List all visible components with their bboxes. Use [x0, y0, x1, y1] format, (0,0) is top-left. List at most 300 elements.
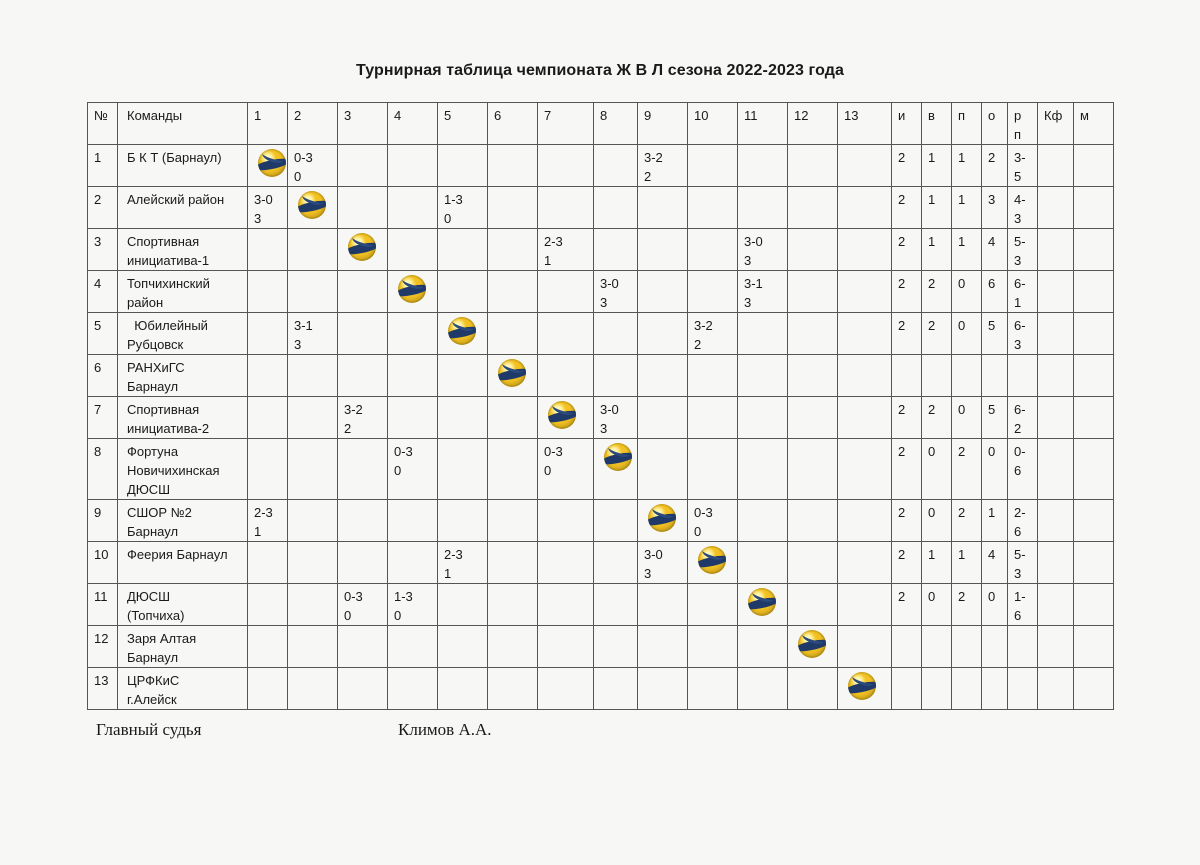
result-cell: [594, 668, 638, 710]
stat-cell: [1074, 271, 1114, 313]
stat-cell: 2: [892, 542, 922, 584]
result-cell: 3-1 3: [738, 271, 788, 313]
stat-cell: 1: [922, 187, 952, 229]
stat-cell: [952, 626, 982, 668]
result-cell: [738, 187, 788, 229]
result-cell: [738, 355, 788, 397]
result-cell: [248, 584, 288, 626]
stat-cell: [1038, 542, 1074, 584]
result-cell: 2-3 1: [538, 229, 594, 271]
result-cell: 3-0 3: [638, 542, 688, 584]
diagonal-cell: [288, 187, 338, 229]
result-cell: [838, 355, 892, 397]
result-cell: [788, 439, 838, 500]
result-cell: [338, 542, 388, 584]
team-name: Б К Т (Барнаул): [118, 145, 248, 187]
stat-cell: 4: [982, 542, 1008, 584]
stat-cell: [1074, 584, 1114, 626]
row-number: 5: [88, 313, 118, 355]
result-cell: [388, 355, 438, 397]
result-cell: [248, 668, 288, 710]
stat-cell: [1038, 584, 1074, 626]
result-cell: [838, 271, 892, 313]
result-cell: [688, 626, 738, 668]
result-cell: [838, 397, 892, 439]
result-cell: [594, 355, 638, 397]
stat-cell: 1- 6: [1008, 584, 1038, 626]
volleyball-icon: [748, 588, 776, 616]
result-cell: [538, 271, 594, 313]
volleyball-icon: [848, 672, 876, 700]
result-cell: [488, 397, 538, 439]
result-cell: [488, 229, 538, 271]
result-cell: [594, 313, 638, 355]
stat-cell: 2: [892, 313, 922, 355]
table-row: [88, 271, 1114, 313]
result-cell: 3-2 2: [338, 397, 388, 439]
column-header: о: [982, 103, 1008, 145]
result-cell: [438, 397, 488, 439]
result-cell: 3-1 3: [288, 313, 338, 355]
team-name: Фортуна Новичихинская ДЮСШ: [118, 439, 248, 500]
stat-cell: 2: [892, 187, 922, 229]
result-cell: [248, 313, 288, 355]
column-header: в: [922, 103, 952, 145]
result-cell: [248, 271, 288, 313]
result-cell: [488, 145, 538, 187]
result-cell: [488, 542, 538, 584]
result-cell: [838, 145, 892, 187]
result-cell: [594, 229, 638, 271]
result-cell: [288, 542, 338, 584]
stat-cell: 2: [922, 271, 952, 313]
stat-cell: 2: [892, 397, 922, 439]
result-cell: [788, 584, 838, 626]
stat-cell: 1: [952, 145, 982, 187]
page-title: Турнирная таблица чемпионата Ж В Л сезона 2022-2023 года: [355, 62, 844, 79]
diagonal-cell: [438, 313, 488, 355]
stat-cell: [1074, 145, 1114, 187]
stat-cell: 1: [952, 229, 982, 271]
volleyball-icon: [548, 401, 576, 429]
result-cell: [338, 668, 388, 710]
stat-cell: 6- 3: [1008, 313, 1038, 355]
result-cell: [338, 313, 388, 355]
stat-cell: [1008, 668, 1038, 710]
result-cell: [594, 626, 638, 668]
result-cell: [788, 500, 838, 542]
result-cell: [688, 439, 738, 500]
team-name: Топчихинский район: [118, 271, 248, 313]
stat-cell: [952, 668, 982, 710]
result-cell: [788, 313, 838, 355]
column-header: Команды: [118, 103, 248, 145]
diagonal-cell: [538, 397, 594, 439]
result-cell: [838, 626, 892, 668]
stat-cell: [1038, 313, 1074, 355]
team-name: ДЮСШ (Топчиха): [118, 584, 248, 626]
row-number: 4: [88, 271, 118, 313]
result-cell: [788, 668, 838, 710]
diagonal-cell: [638, 500, 688, 542]
column-header: 1: [248, 103, 288, 145]
column-header: м: [1074, 103, 1114, 145]
stat-cell: 2: [952, 439, 982, 500]
stat-cell: 5- 3: [1008, 542, 1038, 584]
result-cell: [338, 500, 388, 542]
volleyball-icon: [348, 233, 376, 261]
stat-cell: 2: [892, 439, 922, 500]
diagonal-cell: [788, 626, 838, 668]
result-cell: [388, 145, 438, 187]
result-cell: [594, 187, 638, 229]
result-cell: [594, 584, 638, 626]
result-cell: [488, 313, 538, 355]
result-cell: 3-0 3: [594, 271, 638, 313]
stat-cell: [1074, 229, 1114, 271]
stat-cell: 2: [892, 271, 922, 313]
stat-cell: 3: [982, 187, 1008, 229]
volleyball-icon: [648, 504, 676, 532]
result-cell: [638, 355, 688, 397]
stat-cell: 0: [982, 439, 1008, 500]
volleyball-icon: [448, 317, 476, 345]
result-cell: [388, 229, 438, 271]
stat-cell: [922, 355, 952, 397]
result-cell: [788, 542, 838, 584]
column-header: 12: [788, 103, 838, 145]
result-cell: [638, 229, 688, 271]
result-cell: [438, 439, 488, 500]
stat-cell: [892, 355, 922, 397]
volleyball-icon: [298, 191, 326, 219]
stat-cell: [1038, 397, 1074, 439]
result-cell: [594, 500, 638, 542]
stat-cell: [1074, 397, 1114, 439]
result-cell: [688, 229, 738, 271]
stat-cell: [1038, 439, 1074, 500]
result-cell: [338, 187, 388, 229]
result-cell: [788, 145, 838, 187]
column-header: п: [952, 103, 982, 145]
result-cell: 3-0 3: [738, 229, 788, 271]
column-header: 13: [838, 103, 892, 145]
stat-cell: [1038, 500, 1074, 542]
stat-cell: [1038, 271, 1074, 313]
result-cell: [738, 668, 788, 710]
table-row: [88, 500, 1114, 542]
result-cell: [488, 668, 538, 710]
result-cell: [388, 397, 438, 439]
result-cell: [488, 439, 538, 500]
result-cell: 3-0 3: [594, 397, 638, 439]
volleyball-icon: [258, 149, 286, 177]
result-cell: [594, 542, 638, 584]
result-cell: [738, 626, 788, 668]
result-cell: [488, 584, 538, 626]
result-cell: [838, 584, 892, 626]
stat-cell: [1074, 355, 1114, 397]
standings-table: [87, 102, 1114, 710]
table-row: [88, 229, 1114, 271]
result-cell: [788, 187, 838, 229]
table-row: [88, 439, 1114, 500]
stat-cell: [922, 626, 952, 668]
result-cell: [438, 626, 488, 668]
result-cell: [688, 584, 738, 626]
result-cell: [738, 500, 788, 542]
result-cell: [288, 271, 338, 313]
stat-cell: [982, 355, 1008, 397]
result-cell: 3-2 2: [688, 313, 738, 355]
column-header: 2: [288, 103, 338, 145]
result-cell: [638, 313, 688, 355]
result-cell: [288, 397, 338, 439]
stat-cell: 1: [952, 187, 982, 229]
table-row: [88, 542, 1114, 584]
result-cell: 0-3 0: [338, 584, 388, 626]
result-cell: [838, 313, 892, 355]
column-header: р п: [1008, 103, 1038, 145]
result-cell: [438, 271, 488, 313]
team-name: СШОР №2 Барнаул: [118, 500, 248, 542]
stat-cell: 0: [922, 584, 952, 626]
result-cell: [438, 229, 488, 271]
table-row: [88, 668, 1114, 710]
result-cell: [538, 145, 594, 187]
result-cell: [838, 500, 892, 542]
result-cell: [788, 355, 838, 397]
result-cell: [388, 500, 438, 542]
result-cell: [488, 500, 538, 542]
stat-cell: 2: [952, 584, 982, 626]
result-cell: 1-3 0: [438, 187, 488, 229]
result-cell: [488, 187, 538, 229]
stat-cell: 6- 1: [1008, 271, 1038, 313]
stat-cell: 0: [922, 500, 952, 542]
row-number: 8: [88, 439, 118, 500]
diagonal-cell: [488, 355, 538, 397]
result-cell: [638, 626, 688, 668]
row-number: 1: [88, 145, 118, 187]
result-cell: [638, 584, 688, 626]
result-cell: [388, 626, 438, 668]
judge-name: Климов А.А.: [398, 720, 492, 739]
result-cell: [738, 313, 788, 355]
result-cell: [838, 439, 892, 500]
stat-cell: [922, 668, 952, 710]
diagonal-cell: [388, 271, 438, 313]
column-header: Кф: [1038, 103, 1074, 145]
result-cell: [248, 397, 288, 439]
result-cell: [788, 271, 838, 313]
result-cell: 3-2 2: [638, 145, 688, 187]
diagonal-cell: [838, 668, 892, 710]
stat-cell: [1074, 313, 1114, 355]
result-cell: [338, 145, 388, 187]
result-cell: [638, 397, 688, 439]
result-cell: [688, 271, 738, 313]
stat-cell: 2: [892, 584, 922, 626]
team-name: Заря Алтая Барнаул: [118, 626, 248, 668]
result-cell: [638, 187, 688, 229]
result-cell: [538, 355, 594, 397]
stat-cell: [1038, 187, 1074, 229]
stat-cell: [1074, 187, 1114, 229]
result-cell: [288, 668, 338, 710]
row-number: 3: [88, 229, 118, 271]
result-cell: [288, 355, 338, 397]
result-cell: [594, 145, 638, 187]
result-cell: [638, 271, 688, 313]
diagonal-cell: [688, 542, 738, 584]
result-cell: [438, 668, 488, 710]
stat-cell: [952, 355, 982, 397]
stat-cell: [1038, 229, 1074, 271]
result-cell: [288, 229, 338, 271]
team-name: Алейский район: [118, 187, 248, 229]
stat-cell: [1038, 145, 1074, 187]
table-row: [88, 145, 1114, 187]
stat-cell: [1008, 626, 1038, 668]
stat-cell: [1074, 668, 1114, 710]
table-row: [88, 397, 1114, 439]
result-cell: [438, 500, 488, 542]
result-cell: [248, 439, 288, 500]
result-cell: [338, 626, 388, 668]
team-name: ЦРФКиС г.Алейск: [118, 668, 248, 710]
diagonal-cell: [738, 584, 788, 626]
volleyball-icon: [498, 359, 526, 387]
judge-label: Главный судья: [96, 720, 202, 739]
result-cell: [248, 542, 288, 584]
stat-cell: 2: [892, 229, 922, 271]
result-cell: 3-0 3: [248, 187, 288, 229]
stat-cell: 2: [922, 397, 952, 439]
diagonal-cell: [338, 229, 388, 271]
result-cell: [388, 187, 438, 229]
team-name: Спортивная инициатива-1: [118, 229, 248, 271]
result-cell: [338, 355, 388, 397]
column-header: 3: [338, 103, 388, 145]
result-cell: [438, 145, 488, 187]
volleyball-icon: [398, 275, 426, 303]
result-cell: [688, 187, 738, 229]
result-cell: [638, 668, 688, 710]
team-name: Юбилейный Рубцовск: [118, 313, 248, 355]
stat-cell: 2: [952, 500, 982, 542]
result-cell: [338, 271, 388, 313]
result-cell: 0-3 0: [388, 439, 438, 500]
result-cell: [688, 397, 738, 439]
column-header: и: [892, 103, 922, 145]
column-header: 11: [738, 103, 788, 145]
stat-cell: [1074, 439, 1114, 500]
result-cell: [488, 271, 538, 313]
result-cell: 1-3 0: [388, 584, 438, 626]
result-cell: [538, 187, 594, 229]
result-cell: [288, 439, 338, 500]
stat-cell: 2: [982, 145, 1008, 187]
result-cell: [248, 626, 288, 668]
result-cell: [248, 229, 288, 271]
result-cell: [738, 145, 788, 187]
stat-cell: 1: [982, 500, 1008, 542]
result-cell: [438, 355, 488, 397]
stat-cell: 0: [982, 584, 1008, 626]
result-cell: [288, 500, 338, 542]
column-header: 6: [488, 103, 538, 145]
table-row: [88, 584, 1114, 626]
stat-cell: [1074, 500, 1114, 542]
table-row: [88, 626, 1114, 668]
stat-cell: [1038, 626, 1074, 668]
table-row: [88, 313, 1114, 355]
result-cell: [538, 668, 594, 710]
team-name: Феерия Барнаул: [118, 542, 248, 584]
row-number: 10: [88, 542, 118, 584]
column-header: 10: [688, 103, 738, 145]
result-cell: [688, 355, 738, 397]
row-number: 2: [88, 187, 118, 229]
result-cell: 2-3 1: [438, 542, 488, 584]
stat-cell: 0: [922, 439, 952, 500]
stat-cell: [1038, 668, 1074, 710]
column-header: №: [88, 103, 118, 145]
result-cell: [638, 439, 688, 500]
result-cell: 2-3 1: [248, 500, 288, 542]
column-header: 5: [438, 103, 488, 145]
result-cell: [388, 542, 438, 584]
result-cell: [538, 626, 594, 668]
result-cell: [248, 355, 288, 397]
stat-cell: [982, 668, 1008, 710]
volleyball-icon: [798, 630, 826, 658]
result-cell: [538, 313, 594, 355]
stat-cell: [1038, 355, 1074, 397]
stat-cell: 0: [952, 313, 982, 355]
result-cell: [838, 229, 892, 271]
stat-cell: 1: [922, 542, 952, 584]
result-cell: [538, 500, 594, 542]
stat-cell: [1074, 542, 1114, 584]
result-cell: [538, 542, 594, 584]
stat-cell: 6- 2: [1008, 397, 1038, 439]
row-number: 13: [88, 668, 118, 710]
table-row: [88, 355, 1114, 397]
diagonal-cell: [248, 145, 288, 187]
result-cell: [788, 397, 838, 439]
stat-cell: [892, 626, 922, 668]
stat-cell: 1: [922, 229, 952, 271]
team-name: РАНХиГС Барнаул: [118, 355, 248, 397]
stat-cell: [982, 626, 1008, 668]
result-cell: [338, 439, 388, 500]
volleyball-icon: [698, 546, 726, 574]
result-cell: [838, 542, 892, 584]
result-cell: [688, 668, 738, 710]
header-row: [88, 103, 1114, 145]
result-cell: 0-3 0: [288, 145, 338, 187]
result-cell: [838, 187, 892, 229]
column-header: 9: [638, 103, 688, 145]
result-cell: [288, 584, 338, 626]
result-cell: [738, 439, 788, 500]
stat-cell: 0: [952, 397, 982, 439]
result-cell: [288, 626, 338, 668]
result-cell: [538, 584, 594, 626]
result-cell: [438, 584, 488, 626]
